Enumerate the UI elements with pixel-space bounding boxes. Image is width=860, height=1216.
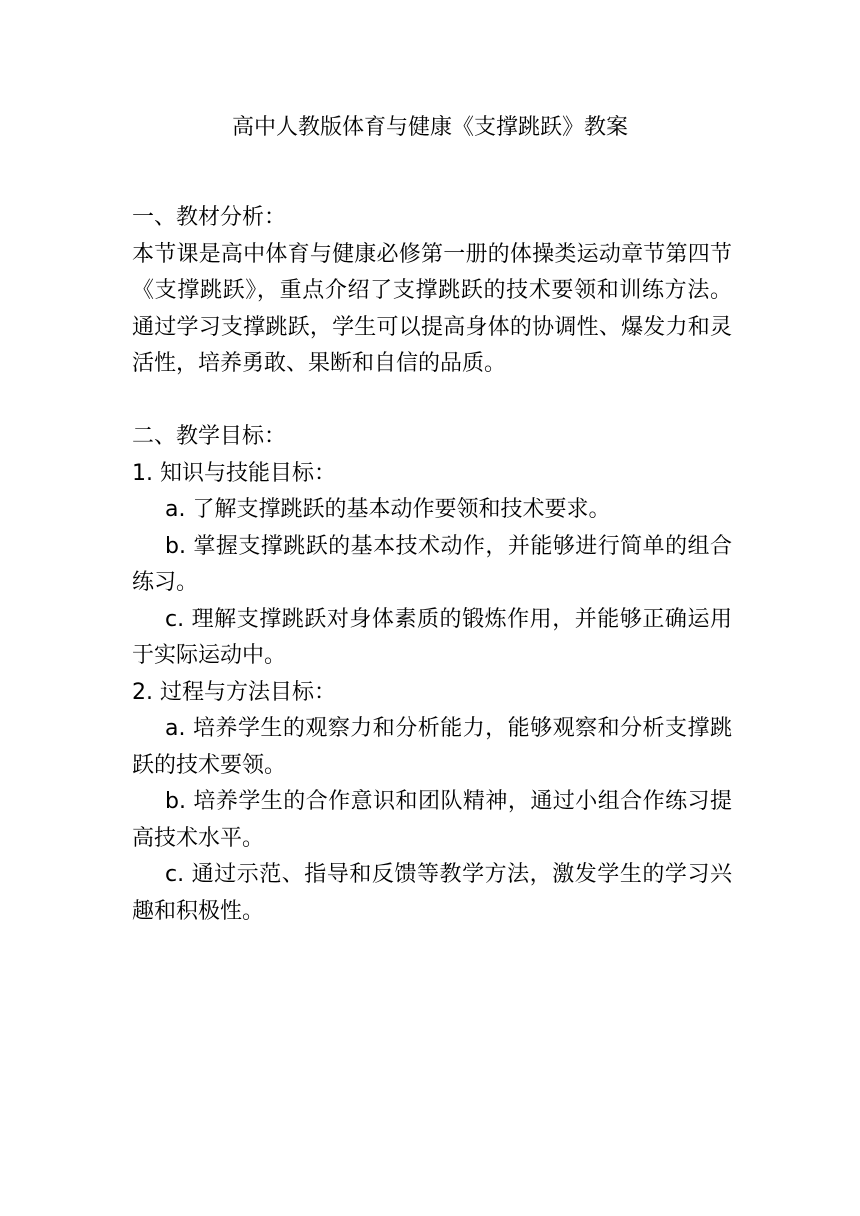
document-title: 高中人教版体育与健康《支撑跳跃》教案 — [231, 115, 628, 140]
goal-item-process-b: b. 培养学生的合作意识和团队精神，通过小组合作练习提高技术水平。 — [132, 789, 732, 851]
goal-item-knowledge-a: a. 了解支撑跳跃的基本动作要领和技术要求。 — [165, 497, 611, 522]
goal-item-knowledge-b: b. 掌握支撑跳跃的基本技术动作，并能够进行简单的组合练习。 — [132, 533, 732, 595]
section-heading-analysis: 一、教材分析： — [132, 205, 287, 230]
paragraph-gap — [132, 383, 732, 420]
goal-heading-process: 2. 过程与方法目标： — [132, 679, 336, 705]
section-heading-objectives: 二、教学目标： — [132, 424, 287, 449]
goal-item-knowledge-c: c. 理解支撑跳跃对身体素质的锻炼作用，并能够正确运用于实际运动中。 — [132, 606, 732, 668]
document-body — [132, 200, 732, 930]
goal-heading-knowledge: 1. 知识与技能目标： — [132, 460, 336, 486]
goal-item-process-a: a. 培养学生的观察力和分析能力，能够观察和分析支撑跳跃的技术要领。 — [132, 716, 732, 778]
analysis-paragraph: 本节课是高中体育与健康必修第一册的体操类运动章节第四节《支撑跳跃》，重点介绍了支撑跳跃的技术要领和训练方法。通过学习支撑跳跃，学生可以提高身体的协调性、爆发力和灵活性，培养勇敢、果断和自信的品质。 — [132, 241, 732, 376]
goal-item-process-c: c. 通过示范、指导和反馈等教学方法，激发学生的学习兴趣和积极性。 — [132, 862, 732, 924]
